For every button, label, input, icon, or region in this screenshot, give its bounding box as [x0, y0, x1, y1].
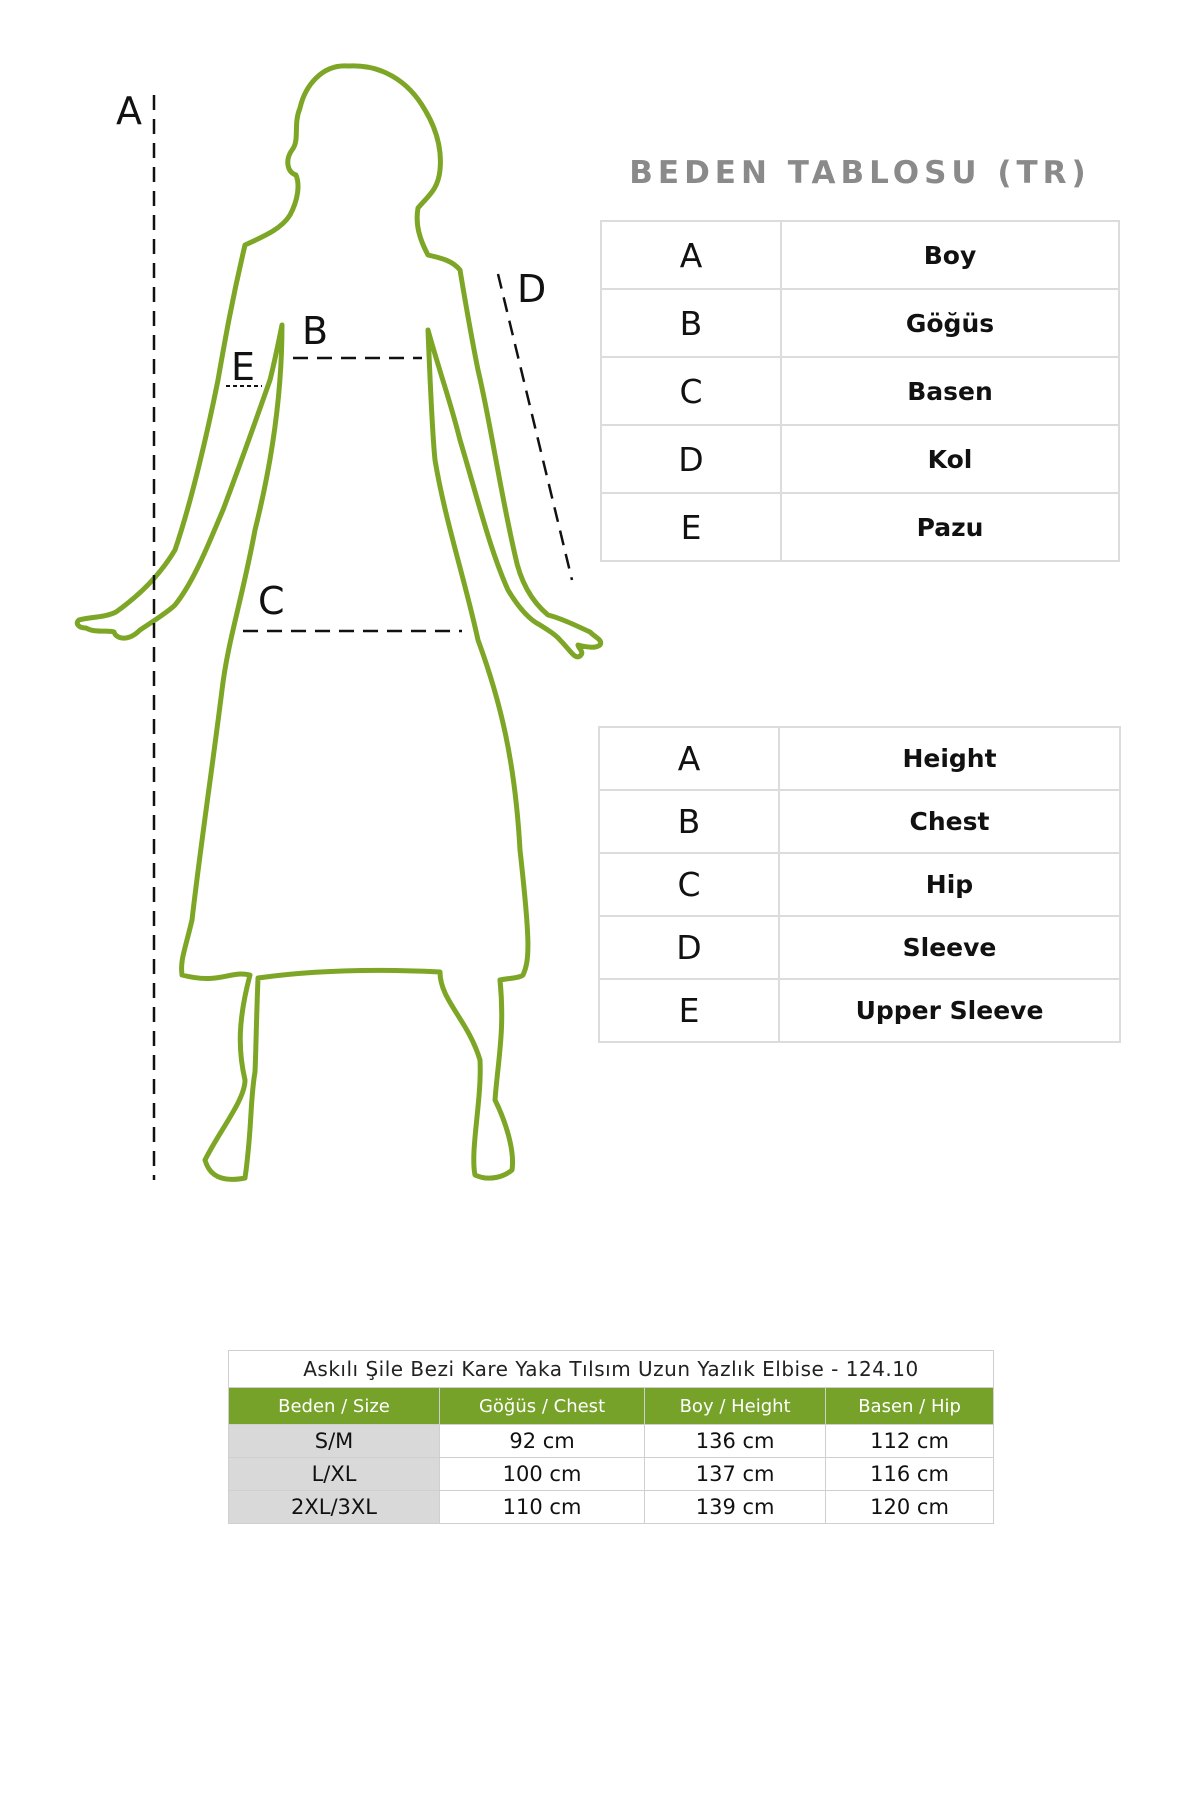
header-chest: Göğüs / Chest [440, 1388, 645, 1425]
legend-letter: B [601, 289, 781, 357]
legend-row [601, 425, 1119, 493]
legend-name: Boy [781, 221, 1119, 289]
legend-row [601, 221, 1119, 289]
table-row [229, 1491, 994, 1524]
size-cell: S/M [229, 1425, 440, 1458]
legend-letter: E [601, 493, 781, 561]
label-a: A [116, 89, 142, 133]
legend-row [599, 979, 1120, 1042]
label-c: C [258, 579, 285, 623]
legend-row [601, 357, 1119, 425]
legend-name: Sleeve [779, 916, 1120, 979]
chest-cell: 92 cm [440, 1425, 645, 1458]
legend-name: Upper Sleeve [779, 979, 1120, 1042]
legend-letter: D [599, 916, 779, 979]
table-row [229, 1425, 994, 1458]
chest-cell: 110 cm [440, 1491, 645, 1524]
header-size: Beden / Size [229, 1388, 440, 1425]
height-cell: 136 cm [645, 1425, 826, 1458]
legend-letter: C [601, 357, 781, 425]
legend-name: Kol [781, 425, 1119, 493]
legend-row [599, 853, 1120, 916]
legend-table-en [598, 726, 1121, 1043]
legend-name: Height [779, 727, 1120, 790]
legend-letter: D [601, 425, 781, 493]
height-cell: 139 cm [645, 1491, 826, 1524]
chest-cell: 100 cm [440, 1458, 645, 1491]
hip-cell: 116 cm [826, 1458, 994, 1491]
legend-row [599, 727, 1120, 790]
legend-letter: A [601, 221, 781, 289]
legend-letter: C [599, 853, 779, 916]
header-hip: Basen / Hip [826, 1388, 994, 1425]
hip-cell: 120 cm [826, 1491, 994, 1524]
table-row [229, 1458, 994, 1491]
legend-name: Pazu [781, 493, 1119, 561]
legend-name: Basen [781, 357, 1119, 425]
legend-letter: A [599, 727, 779, 790]
hip-cell: 112 cm [826, 1425, 994, 1458]
size-cell: 2XL/3XL [229, 1491, 440, 1524]
legend-row [601, 289, 1119, 357]
legend-table-tr [600, 220, 1120, 562]
legend-letter: E [599, 979, 779, 1042]
legend-letter: B [599, 790, 779, 853]
size-table [228, 1350, 994, 1524]
label-d: D [517, 267, 547, 311]
header-height: Boy / Height [645, 1388, 826, 1425]
legend-tr-title: BEDEN TABLOSU (TR) [629, 155, 1091, 191]
legend-name: Göğüs [781, 289, 1119, 357]
size-table-header-row [229, 1388, 994, 1425]
legend-row [601, 493, 1119, 561]
body-silhouette-diagram [0, 0, 660, 1200]
legend-name: Hip [779, 853, 1120, 916]
height-cell: 137 cm [645, 1458, 826, 1491]
size-cell: L/XL [229, 1458, 440, 1491]
legend-name: Chest [779, 790, 1120, 853]
legend-row [599, 916, 1120, 979]
body-outline [77, 66, 600, 1180]
label-e: E [231, 345, 256, 389]
legend-row [599, 790, 1120, 853]
label-b: B [302, 309, 329, 353]
size-table-title: Askılı Şile Bezi Kare Yaka Tılsım Uzun Yazlık Elbise - 124.10 [228, 1350, 994, 1387]
